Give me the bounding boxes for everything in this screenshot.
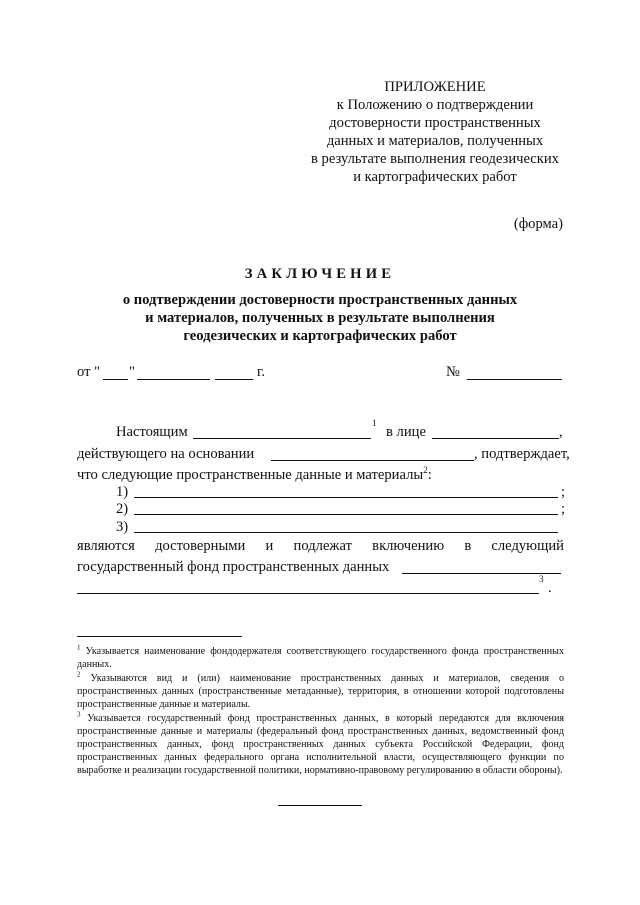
basis-field[interactable] xyxy=(271,460,474,461)
body-comma: , xyxy=(559,424,563,440)
body-state-fund: государственный фонд пространственных данных xyxy=(77,559,390,575)
word: подлежат xyxy=(293,538,352,554)
body-confirms: , подтверждает, xyxy=(474,446,570,462)
item-1-label: 1) xyxy=(116,484,129,500)
footnote-1 xyxy=(77,645,564,671)
item-3-field[interactable] xyxy=(134,532,558,533)
date-day-field[interactable] xyxy=(103,379,128,380)
footnote-2-text: Указываются вид и (или) наименование пространственных данных и материалов, сведения о пространственных данных (пространственные метаданные), территория, в отношении которой подготовлены пространственные данные и материалы. xyxy=(77,673,564,710)
footnote-3 xyxy=(77,712,564,777)
appendix-line: достоверности пространственных xyxy=(329,115,541,131)
appendix-line: к Положению о подтверждении xyxy=(336,97,534,113)
date-from-label: от " xyxy=(77,364,101,380)
document-subtitle xyxy=(0,291,640,345)
footnote-2 xyxy=(77,672,564,711)
footnote-3-text: Указывается государственный фонд пространственных данных, в который передаются для включения пространственные данные и материалы (федеральный фонд пространственных данных, ведомственный фонд пространственных данных, фонд пространственных данных субъекта Российской Федерации, фонд пространственных данных федерального органа исполнительной власти, осуществляющего функции по выработке и реализации государственной политики, нормативно-правовому регулированию в области обороны). xyxy=(77,713,565,776)
body-period: . xyxy=(548,580,552,596)
item-2-label: 2) xyxy=(116,501,129,517)
footnote-ref-3-num: 3 xyxy=(539,574,544,585)
body-acting: действующего на основании xyxy=(77,446,255,462)
subtitle-line: и материалов, полученных в результате выполнения xyxy=(145,310,495,326)
appendix-line: данных и материалов, полученных xyxy=(326,133,544,149)
footnote-2-num: 2 xyxy=(77,670,81,679)
date-year-field[interactable] xyxy=(215,379,253,380)
body-colon: : xyxy=(427,467,432,483)
state-fund-field[interactable] xyxy=(402,573,561,574)
body-following xyxy=(77,467,432,484)
footnote-ref-2: 2 xyxy=(423,465,428,476)
item-3-label: 3) xyxy=(116,519,129,535)
item-2-semicolon: ; xyxy=(561,501,566,517)
body-are-reliable xyxy=(77,538,564,555)
body-following-text: что следующие пространственные данные и материалы xyxy=(77,467,424,483)
footnote-ref-1-num: 1 xyxy=(372,418,377,429)
body-nastoyashim: Настоящим xyxy=(116,424,188,440)
appendix-line: в результате выполнения геодезических xyxy=(311,151,559,167)
number-field[interactable] xyxy=(467,379,562,380)
document-title: ЗАКЛЮЧЕНИЕ xyxy=(244,266,396,282)
appendix-line: и картографических работ xyxy=(353,169,517,185)
word: являются xyxy=(77,538,135,554)
item-1-field[interactable] xyxy=(134,497,558,498)
word: следующий xyxy=(491,538,564,554)
word: в xyxy=(464,538,472,554)
subtitle-line: геодезических и картографических работ xyxy=(183,328,457,344)
item-2-field[interactable] xyxy=(134,514,558,515)
form-label: (форма) xyxy=(513,216,563,232)
word: достоверными xyxy=(155,538,246,554)
fund-holder-field[interactable] xyxy=(193,438,371,439)
footnote-ref-1 xyxy=(372,420,377,437)
footnotes xyxy=(77,645,564,778)
word: включению xyxy=(372,538,445,554)
footnote-3-num: 3 xyxy=(77,710,81,719)
representative-field[interactable] xyxy=(432,438,559,439)
date-quote-close: " xyxy=(129,364,135,380)
footnote-separator xyxy=(77,636,242,637)
subtitle-line: о подтверждении достоверности пространственных данных xyxy=(122,292,518,308)
body-v-litse: в лице xyxy=(386,424,426,440)
state-fund-field-continued[interactable] xyxy=(77,593,539,594)
number-sign: № xyxy=(446,364,460,380)
date-year-suffix: г. xyxy=(257,364,265,380)
appendix-header xyxy=(280,78,590,186)
word: и xyxy=(265,538,274,554)
date-month-field[interactable] xyxy=(137,379,210,380)
item-1-semicolon: ; xyxy=(561,484,566,500)
footnote-1-text: Указывается наименование фондодержателя соответствующего государственного фонда пространственных данных. xyxy=(77,646,564,670)
appendix-line: ПРИЛОЖЕНИЕ xyxy=(384,79,486,95)
footnote-1-num: 1 xyxy=(77,643,81,652)
footnote-ref-3 xyxy=(539,576,544,593)
end-separator xyxy=(278,805,362,806)
